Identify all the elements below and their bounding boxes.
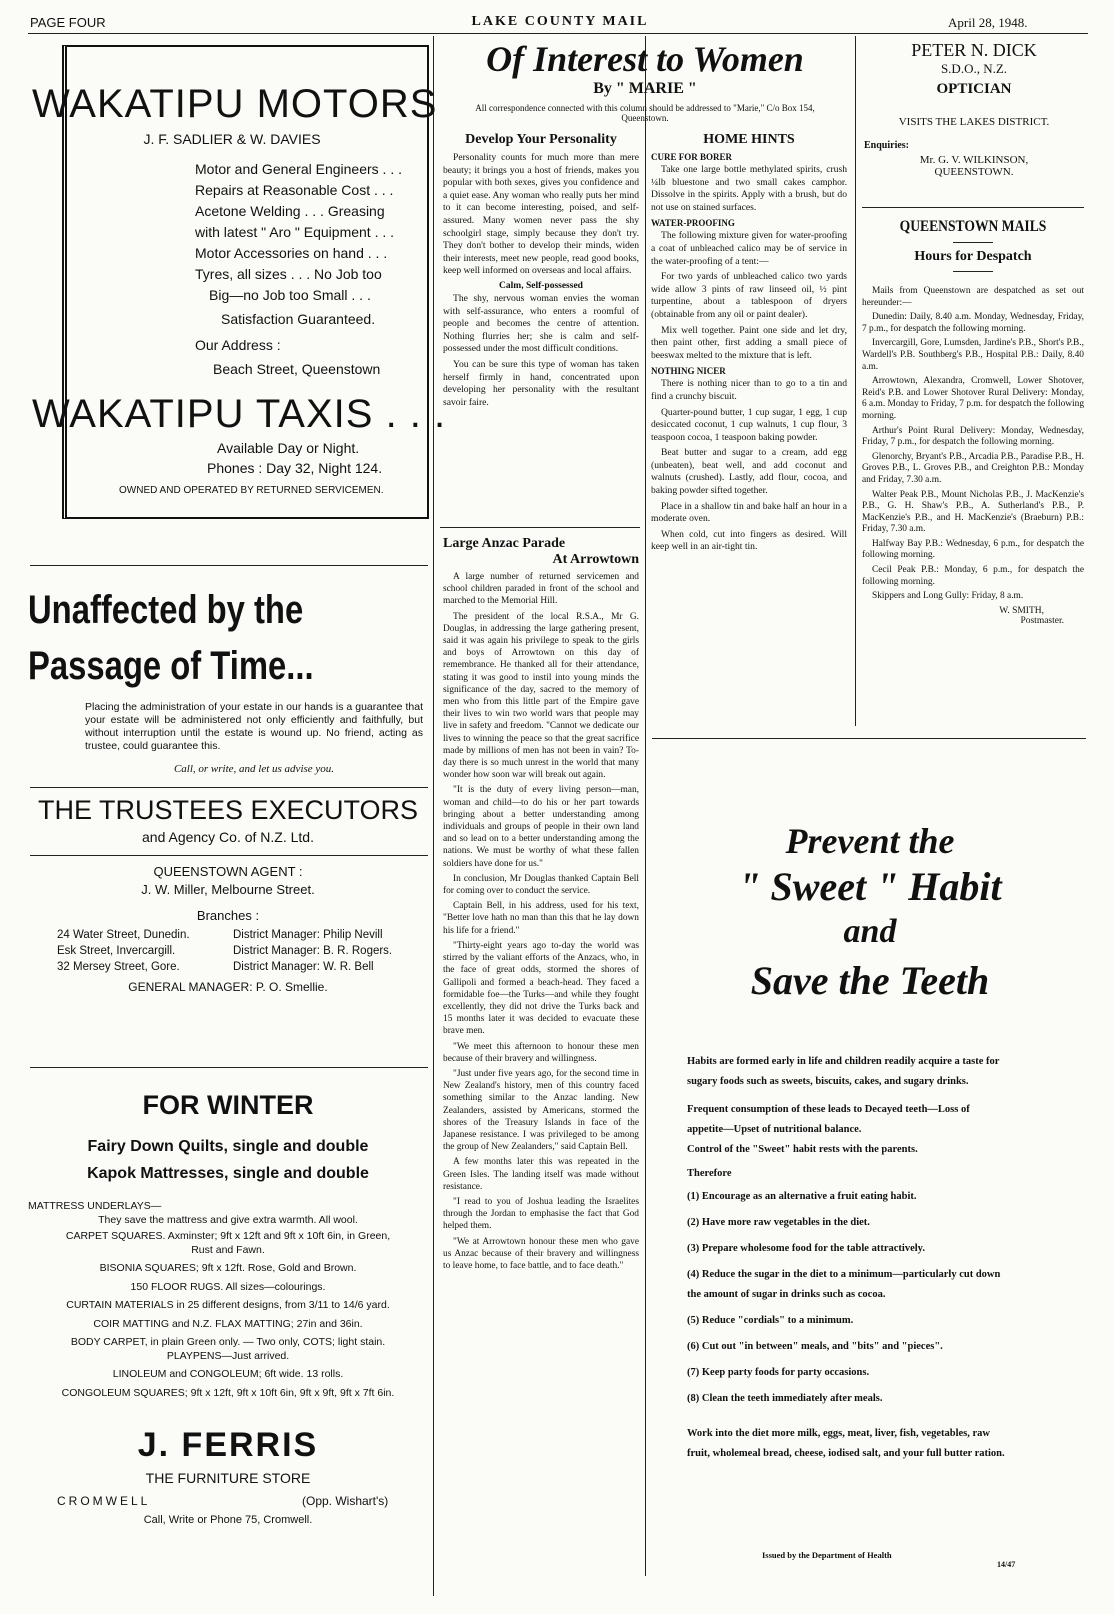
paragraph: Arthur's Point Rural Delivery: Monday, Wednesday, Friday, 7 p.m., for despatch the following morning. xyxy=(862,425,1084,448)
paragraph: There is nothing nicer than to go to a tin and find a crunchy biscuit. xyxy=(651,378,847,402)
paragraph: Place in a shallow tin and bake half an hour in a moderate oven. xyxy=(651,500,847,525)
branch-manager: District Manager: W. R. Bell xyxy=(233,961,374,973)
available: Available Day or Night. xyxy=(217,440,360,456)
paragraph: A large number of returned servicemen and school children paraded in front of the school and marched to the Memorial Hill. xyxy=(443,572,639,607)
health-control: Control of the "Sweet" habit rests with the parents. xyxy=(687,1144,918,1155)
hint-text xyxy=(651,230,847,362)
women-note: All correspondence connected with this column should be addressed to "Marie," C/o Box 154, Queenstown. xyxy=(475,103,815,123)
trustees-call: Call, or write, and let us advise you. xyxy=(173,763,335,775)
address-label: Our Address : xyxy=(195,337,281,353)
paragraph: "We meet this afternoon to honour these men because of their bravery and willingness. xyxy=(443,1041,639,1064)
branch-manager: District Manager: B. R. Rogers. xyxy=(233,945,393,957)
ferris-store: THE FURNITURE STORE xyxy=(145,1470,311,1486)
issue-date: April 28, 1948. xyxy=(948,15,1028,30)
paragraph: Skippers and Long Gully: Friday, 8 a.m. xyxy=(872,591,1024,602)
service-line: Tyres, all sizes . . . No Job too xyxy=(195,266,382,282)
paragraph: For two yards of unbleached calico two yards wide allow 3 pints of raw linseed oil, ½ pint turpentine, about a tablespoon of dryers (obtainable from any oil or paint dealer). xyxy=(651,271,847,320)
branch-address: 24 Water Street, Dunedin. xyxy=(57,929,190,941)
personality-text xyxy=(443,152,639,278)
mails-text xyxy=(862,286,1084,603)
paragraph: Take one large bottle methylated spirits, crush ¼lb bluestone and two small cakes camphor. Dissolve in the spirits. Apply with a brush, but do not use on stained surfaces. xyxy=(651,164,847,213)
ferris-item: BISONIA SQUARES; 9ft x 12ft. Rose, Gold and Brown. xyxy=(99,1262,357,1274)
rule xyxy=(652,738,1086,739)
masthead: LAKE COUNTY MAIL xyxy=(471,14,649,29)
column-rule-2 xyxy=(645,36,646,1576)
service-line: Repairs at Reasonable Cost . . . xyxy=(195,182,394,198)
health-closing: Work into the diet more milk, eggs, meat, liver, fish, vegetables, raw fruit, wholemeal bread, cheese, iodised salt, and your full butter ration. xyxy=(687,1428,1005,1459)
branch-row xyxy=(57,927,427,943)
ferris-contact: Call, Write or Phone 75, Cromwell. xyxy=(143,1514,313,1526)
paragraph: "I read to you of Joshua leading the Israelites through the Jordan to emphasise the fact that God helped them. xyxy=(443,1196,639,1232)
paragraph: The following mixture given for water-proofing a coat of unbleached calico may be of service in the water-proofing of a tent:— xyxy=(651,230,847,267)
page-number: PAGE FOUR xyxy=(30,15,106,30)
health-script-3: and xyxy=(843,913,897,950)
optician-visits: VISITS THE LAKES DISTRICT. xyxy=(898,116,1050,128)
trustees-blurb: Placing the administration of your estate in our hands is a guarantee that your estate will be administered not only efficiently and faithfully, but without interruption until the estate is wound up. No friend, acting as trustee, could guarantee this. xyxy=(85,701,423,752)
paragraph: Mix well together. Paint one side and let dry, then paint other, first adding a small piece of beeswax melted to the mixture that is left. xyxy=(651,324,847,361)
general-manager: GENERAL MANAGER: P. O. Smellie. xyxy=(128,980,328,994)
hint-text xyxy=(651,164,847,214)
health-frequent: Frequent consumption of these leads to Decayed teeth—Loss of appetite—Upset of nutritional balance. xyxy=(687,1104,970,1135)
phones: Phones : Day 32, Night 124. xyxy=(207,460,383,476)
service-line: Acetone Welding . . . Greasing xyxy=(195,203,385,219)
health-step: (2) Have more raw vegetables in the diet. xyxy=(687,1217,870,1228)
services-list xyxy=(195,159,425,306)
mails-title: QUEENSTOWN MAILS xyxy=(899,218,1047,235)
hint-heading: NOTHING NICER xyxy=(651,366,726,377)
rule xyxy=(30,1067,428,1068)
service-line: Motor and General Engineers . . . xyxy=(195,161,402,177)
ferris-item: They save the mattress and give extra warmth. All wool. xyxy=(98,1213,358,1226)
calm-title: Calm, Self-possessed xyxy=(499,280,583,291)
branch-row xyxy=(57,943,427,959)
service-line: Motor Accessories on hand . . . xyxy=(195,245,388,261)
women-byline: By " MARIE " xyxy=(593,80,697,97)
trustees-headline-2: Passage of Time... xyxy=(28,644,314,688)
rule xyxy=(30,565,428,566)
paragraph: Captain Bell, in his address, used for his text, "Better love hath no man than this that he lay down his life for a friend." xyxy=(443,901,639,936)
ferris-name: J. FERRIS xyxy=(137,1426,319,1464)
optician-quals: S.D.O., N.Z. xyxy=(940,61,1008,76)
guarantee: Satisfaction Guaranteed. xyxy=(221,311,376,327)
optician-enquiries: Enquiries: xyxy=(864,140,910,151)
service-line: Big—no Job too Small . . . xyxy=(209,287,371,303)
anzac-title-1: Large Anzac Parade xyxy=(443,536,566,551)
branches-list xyxy=(57,927,427,975)
ferris-item: LINOLEUM and CONGOLEUM; 6ft wide. 13 rolls. xyxy=(112,1368,344,1380)
anzac-text xyxy=(443,571,639,1272)
mails-signature: W. SMITH, xyxy=(999,605,1044,616)
divider xyxy=(953,242,993,243)
personality-column xyxy=(443,132,639,412)
paragraph: "It is the duty of every living person—man, woman and child—to do his or her part towards bringing about a better understanding among individuals and groups of people in their own land and so lead on to a better understanding among the nations. We must be worthy of what these fallen soldiers have done for us." xyxy=(443,785,639,869)
health-script-1: Prevent the xyxy=(785,821,955,861)
calm-text xyxy=(443,293,639,409)
health-step: (7) Keep party foods for party occasions. xyxy=(687,1367,870,1378)
owned-by: OWNED AND OPERATED BY RETURNED SERVICEMEN. xyxy=(119,485,384,496)
wakatipu-ad xyxy=(32,45,447,519)
anzac-title-2: At Arrowtown xyxy=(552,552,639,567)
service-line: with latest " Aro " Equipment . . . xyxy=(195,224,395,240)
optician-title: OPTICIAN xyxy=(936,81,1012,97)
paragraph: Glenorchy, Bryant's P.B., Arcadia P.B., Paradise P.B., H. Groves P.B., L. Groves P.B., and Creighton P.B.: Monday and Friday, 7.30 a.m. xyxy=(862,451,1084,485)
ferris-town: CROMWELL xyxy=(57,1494,151,1508)
health-body xyxy=(687,1052,1007,1464)
header-rule xyxy=(28,33,1088,34)
trustees-company-2: and Agency Co. of N.Z. Ltd. xyxy=(142,829,314,845)
paragraph: "Thirty-eight years ago to-day the world was stirred by the valiant efforts of the Anzacs, who, in the face of great odds, stormed the shores of Gallipoli and formed a beach-head. They faced a formidable foe—the Turks—and while they fought excellently, they did not drive the Turks back and 15 months later it was decided to evacuate these brave men. xyxy=(443,940,639,1037)
paragraph: The shy, nervous woman envies the woman with self-assurance, who enters a roomful of people and becomes the centre of attention. Nothing flurries her; she is calm and self-possessed under the most difficult conditions. xyxy=(443,292,639,355)
mails-subtitle: Hours for Despatch xyxy=(914,249,1032,264)
agent-label: QUEENSTOWN AGENT : xyxy=(153,864,303,879)
paragraph: Walter Peak P.B., Mount Nicholas P.B., J. MacKenzie's P.B., G. H. Shaw's P.B., A. Sutherland's P.B., P. MacKenzie's P.B., and H. MacKenzie's (Braeburn) P.B.: Friday, 7.30 a.m. xyxy=(862,489,1084,535)
divider xyxy=(953,271,993,272)
optician-contact-2: QUEENSTOWN. xyxy=(934,166,1014,178)
ferris-item: MATTRESS UNDERLAYS— xyxy=(28,1200,162,1212)
ferris-line-1: Fairy Down Quilts, single and double xyxy=(87,1138,369,1155)
paragraph: When cold, cut into fingers as desired. Will keep well in an air-tight tin. xyxy=(651,528,847,553)
ferris-item: CONGOLEUM SQUARES; 9ft x 12ft, 9ft x 10ft 6in, 9ft x 9ft, 9ft x 7ft 6in. xyxy=(61,1386,395,1399)
hint-heading: WATER-PROOFING xyxy=(651,218,735,229)
rule xyxy=(440,527,640,528)
paragraph: "Just under five years ago, for the second time in New Zealand's history, men of this country faced something similar to the Anzac landing. New Zealanders, assisted by Americans, stormed the shores of the Treasury Islands in face of the Japanese resistance. I was privileged to be among the group of New Zealanders," said Captain Bell. xyxy=(443,1068,639,1153)
branch-address: 32 Mersey Street, Gore. xyxy=(57,961,180,973)
ferris-item: CARPET SQUARES. Axminster; 9ft x 12ft and 9ft x 10ft 6in, in Green, xyxy=(65,1230,391,1242)
address: Beach Street, Queenstown xyxy=(213,361,381,377)
health-step: (3) Prepare wholesome food for the table attractively. xyxy=(687,1243,925,1254)
health-therefore: Therefore xyxy=(687,1168,732,1179)
agent: J. W. Miller, Melbourne Street. xyxy=(141,882,315,897)
health-step: (5) Reduce "cordials" to a minimum. xyxy=(687,1315,854,1326)
trustees-headline-1: Unaffected by the xyxy=(28,588,304,632)
ferris-opp: (Opp. Wishart's) xyxy=(302,1494,389,1508)
paragraph: Personality counts for much more than mere beauty; it brings you a host of friends, makes you popular with both sexes, gives you confidence and a quiet ease. Any woman who really puts her mind to it can become interesting, poised, and self-assured. Many women never pass the shy schoolgirl stage, simply because they don't try. They don't bother to develop their minds, widen their interests, meet new people, read good books, keep well informed on overseas and local affairs. xyxy=(443,152,639,277)
paragraph: Cecil Peak P.B.: Monday, 6 p.m., for despatch the following morning. xyxy=(862,565,1084,587)
paragraph: Invercargill, Gore, Lumsden, Jardine's P.B., Short's P.B., Wardell's P.B. Southberg's P.B., Hospital P.B.: Daily, 8.40 a.m. xyxy=(862,338,1084,372)
paragraph: The president of the local R.S.A., Mr G. Douglas, in addressing the large gathering present, said it was again his privilege to speak to the girls and boys of Arrowtown on this day of remembrance. He thanked all for their attendance, stating it was good to instil into young minds the significance of the day, sacred to the memory of men who from this little part of the Empire gave their lives to win two world wars that people may live in safety and freedom. "Cannot we dedicate our lives to winning the peace so that the great sacrifice made by millions of men has not been in vain? To-day there is so much unrest in the world that many wonder how soon war will break out again. xyxy=(443,611,639,781)
anzac-article xyxy=(443,536,639,1275)
optician-ad xyxy=(860,40,1088,178)
owners: J. F. SADLIER & W. DAVIES xyxy=(143,131,321,147)
paragraph: In conclusion, Mr Douglas thanked Captain Bell for coming over to conduct the service. xyxy=(443,873,639,897)
mails-role: Postmaster. xyxy=(1020,615,1064,626)
optician-name: PETER N. DICK xyxy=(911,40,1037,60)
branch-manager: District Manager: Philip Nevill xyxy=(233,929,383,941)
paragraph: A few months later this was repeated in the Green Isles. The landing itself was made without resistance. xyxy=(443,1157,639,1192)
ferris-title: FOR WINTER xyxy=(142,1090,314,1120)
taxis-title: WAKATIPU TAXIS . . . xyxy=(32,392,447,436)
health-script-4: Save the Teeth xyxy=(750,958,990,1003)
paragraph: Dunedin: Daily, 8.40 a.m. Monday, Wednesday, Friday, 7 p.m., for despatch the following morning. xyxy=(862,312,1084,334)
paragraph: Mails from Queenstown are despatched as set out hereunder:— xyxy=(862,286,1084,308)
paragraph: Beat butter and sugar to a cream, add egg (unbeaten), beat well, and add coconut and walnuts (crushed). Lastly, add flour, cocoa, and baking powder sifted together. xyxy=(651,447,847,497)
mails-notice xyxy=(862,218,1084,626)
ferris-item: Rust and Fawn. xyxy=(191,1243,265,1256)
branch-row xyxy=(57,959,427,975)
health-steps xyxy=(687,1184,1007,1412)
ferris-item: COIR MATTING and N.Z. FLAX MATTING; 27in and 36in. xyxy=(93,1317,363,1330)
home-hints-column xyxy=(651,132,847,557)
health-step: (8) Clean the teeth immediately after meals. xyxy=(687,1393,883,1404)
paragraph: Quarter-pound butter, 1 cup sugar, 1 egg, 1 cup desiccated coconut, 1 cup walnuts, 1 cup flour, 3 teaspoon cocoa, 1 teaspoon baking powder. xyxy=(651,406,847,443)
branches-label: Branches : xyxy=(196,908,260,923)
health-step: (4) Reduce the sugar in the diet to a minimum—particularly cut down the amount of sugar in drinks such as cocoa. xyxy=(687,1269,1001,1300)
column-rule-1 xyxy=(433,36,434,1596)
motors-title: WAKATIPU MOTORS xyxy=(32,82,438,126)
health-step: (1) Encourage as an alternative a fruit eating habit. xyxy=(687,1191,917,1202)
paragraph: Halfway Bay P.B.: Wednesday, 6 p.m., for despatch the following morning. xyxy=(862,538,1084,561)
hints-title: HOME HINTS xyxy=(703,132,795,147)
health-ad xyxy=(652,745,1088,1595)
ferris-items xyxy=(28,1200,428,1400)
hint-text xyxy=(651,378,847,554)
hint-heading: CURE FOR BORER xyxy=(651,152,733,162)
ferris-item: CURTAIN MATERIALS in 25 different designs, from 3/11 to 14/6 yard. xyxy=(66,1299,390,1311)
rule xyxy=(30,855,428,856)
women-title: Of Interest to Women xyxy=(486,39,804,79)
paragraph: You can be sure this type of woman has taken herself firmly in hand, concentrated upon developing her personality with the resultant savoir faire. xyxy=(443,358,639,408)
health-intro: Habits are formed early in life and children readily acquire a taste for sugary foods such as sweets, biscuits, cakes, and sugary drinks. xyxy=(687,1056,1000,1087)
paragraph: "We at Arrowtown honour these men who gave us Anzac because of their bravery and willingness to leave home, to face battle, and to face death." xyxy=(443,1236,639,1271)
column-rule-3 xyxy=(855,36,856,726)
health-script-2: " Sweet " Habit xyxy=(738,864,1002,909)
ferris-item: BODY CARPET, in plain Green only. — Two only, COTS; light stain. xyxy=(70,1336,386,1348)
optician-contact-1: Mr. G. V. WILKINSON, xyxy=(919,154,1029,166)
personality-title: Develop Your Personality xyxy=(465,132,617,147)
ferris-item: PLAYPENS—Just arrived. xyxy=(166,1349,290,1362)
branch-address: Esk Street, Invercargill. xyxy=(57,945,176,957)
health-issued: Issued by the Department of Health xyxy=(762,1550,892,1560)
trustees-company: THE TRUSTEES EXECUTORS xyxy=(37,795,419,825)
ferris-line-2: Kapok Mattresses, single and double xyxy=(87,1165,369,1182)
health-code: 14/47 xyxy=(997,1560,1016,1569)
rule xyxy=(862,207,1084,208)
health-step: (6) Cut out "in between" meals, and "bits" and "pieces". xyxy=(687,1341,943,1352)
paragraph: Arrowtown, Alexandra, Cromwell, Lower Shotover, Reid's P.B. and Lower Shotover Rural Delivery: Monday, 6 a.m. Monday to Friday, 7 p.m. for despatch the following morning. xyxy=(862,376,1085,421)
rule xyxy=(30,787,428,788)
ferris-item: 150 FLOOR RUGS. All sizes—colourings. xyxy=(130,1280,326,1293)
